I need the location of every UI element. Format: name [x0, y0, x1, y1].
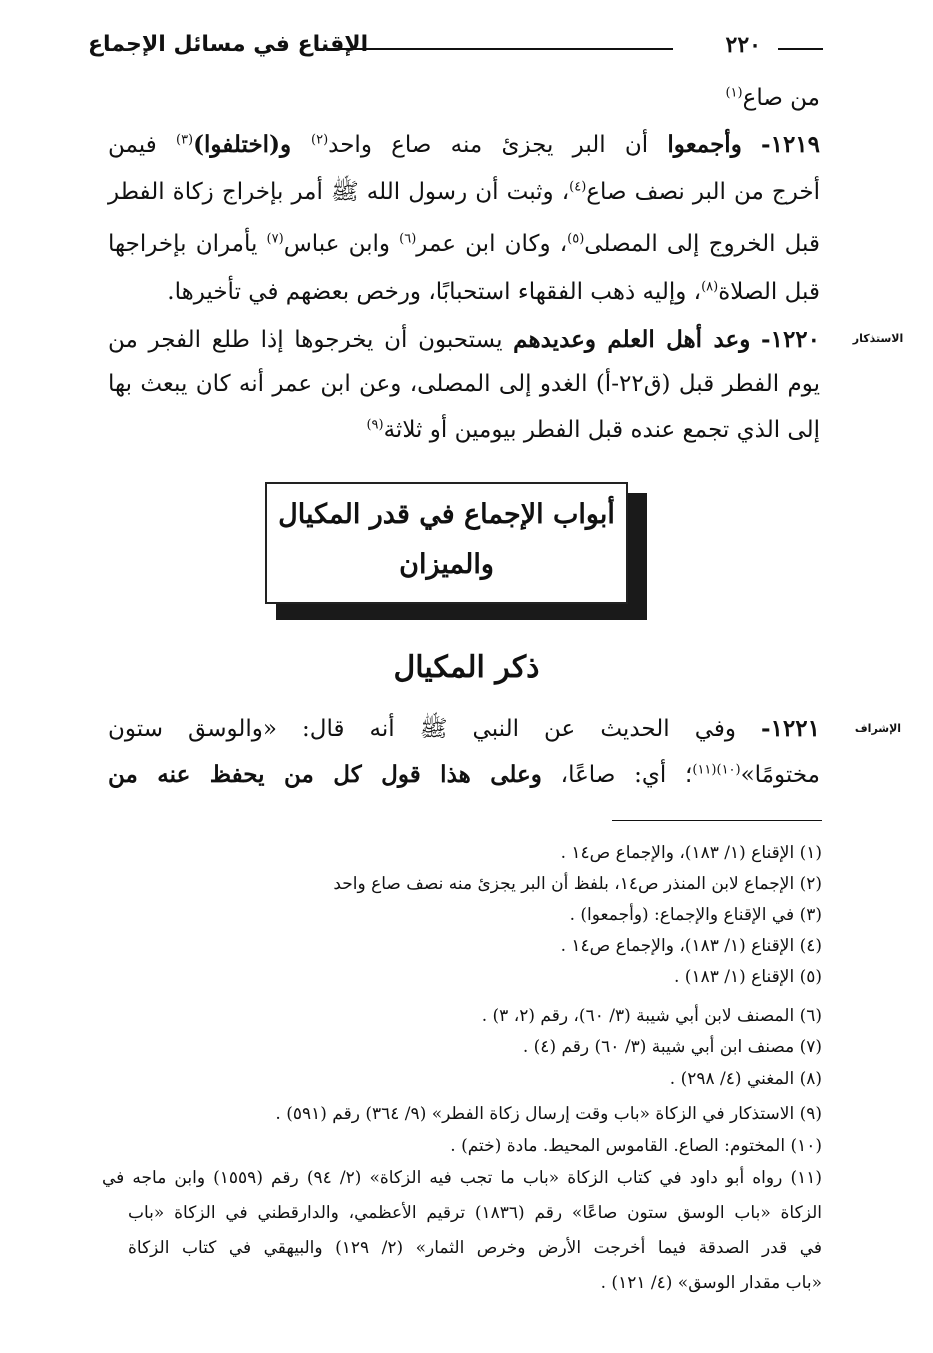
paragraph-1220-line: إلى الذي تجمع عنده قبل الفطر بيومين أو ثلاثة$^{(٩)}$: [366, 417, 820, 443]
chapter-heading-line-1: أبواب الإجماع في قدر المكيال: [278, 499, 615, 530]
paragraph-1220-line: يوم الفطر قبل (ق٢٢-أ) الغدو إلى المصلى، وعن ابن عمر أنه كان يبعث بها: [108, 371, 820, 397]
book-title: الإقناع في مسائل الإجماع: [88, 32, 369, 57]
footnote: (٣) في الإقناع والإجماع: (وأجمعوا) .: [569, 905, 822, 925]
section-title: ذكر المكيال: [393, 650, 540, 685]
paragraph-1219-line: ١٢١٩- وأجمعوا أن البر يجزئ منه صاع واحد$^{(٢)}$ و(اختلفوا)$^{(٣)}$ فيمن: [108, 131, 821, 158]
paragraph-1220-line: ١٢٢٠- وعد أهل العلم وعديدهم يستحبون أن يخرجوها إذا طلع الفجر من: [108, 326, 821, 353]
footnote: (٨) المغني (٤/ ٢٩٨) .: [669, 1069, 822, 1089]
footnote-continuation: في قدر الصدقة فيما أخرجت الأرض وخرص الثمار» (٢/ ١٢٩) والبيهقي في كتاب الزكاة: [128, 1238, 822, 1258]
margin-source-note: الإشراف: [854, 722, 902, 735]
chapter-heading-box: [265, 482, 628, 604]
header-rule-right: [778, 48, 823, 50]
paragraph-1219-line: أخرج من البر نصف صاع$^{(٤)}$، وثبت أن رسول الله ﷺ أمر بإخراج زكاة الفطر: [108, 179, 821, 205]
footnote: (٢) الإجماع لابن المنذر ص١٤، بلفظ أن البر يجزئ منه نصف صاع واحد: [333, 874, 822, 894]
page-number: ٢٢٠: [725, 32, 761, 58]
footnote-separator: [612, 820, 822, 821]
paragraph-1221-line: مختومًا»$^{(١٠)(١١)}$؛ أي: صاعًا، وعلى هذا قول كل من يحفظ عنه من: [108, 761, 820, 788]
margin-source-note: الاستذكار: [852, 332, 904, 345]
footnote: (٥) الإقناع (١/ ١٨٣) .: [674, 967, 822, 987]
running-header: [88, 30, 823, 70]
footnote: (٩) الاستذكار في الزكاة «باب وقت إرسال زكاة الفطر» (٩/ ٣٦٤) رقم (٥٩١) .: [275, 1104, 822, 1124]
footnote: (٦) المصنف لابن أبي شيبة (٣/ ٦٠)، رقم (٢، ٣) .: [481, 1006, 822, 1026]
paragraph-1219-line: قبل الخروج إلى المصلى$^{(٥)}$، وكان ابن عمر$^{(٦)}$ وابن عباس$^{(٧)}$ يأمران بإخراجها: [108, 231, 820, 257]
footnote: (٧) مصنف ابن أبي شيبة (٣/ ٦٠) رقم (٤) .: [522, 1037, 822, 1057]
chapter-heading-line-2: والميزان: [399, 549, 494, 580]
footnote-ref: (١): [725, 85, 743, 101]
footnote: (١) الإقناع (١/ ١٨٣)، والإجماع ص١٤ .: [560, 843, 822, 863]
item-number: ١٢٢١-: [761, 715, 820, 742]
paragraph-1219-line: قبل الصلاة$^{(٨)}$، وإليه ذهب الفقهاء استحبابًا، ورخص بعضهم في تأخيرها.: [167, 279, 820, 305]
footnote: (١٠) المختوم: الصاع. القاموس المحيط. مادة (ختم) .: [450, 1136, 822, 1156]
text-line: من صاع$^{(١)}$: [725, 85, 820, 111]
footnote: (١١) رواه أبو داود في كتاب الزكاة «باب ما تجب فيه الزكاة» (٢/ ٩٤) رقم (١٥٥٩) وابن ماجه في: [102, 1168, 822, 1188]
footnote-continuation: «باب مقدار الوسق» (٤/ ١٢١) .: [600, 1273, 822, 1293]
footnote: (٤) الإقناع (١/ ١٨٣)، والإجماع ص١٤ .: [560, 936, 822, 956]
item-number: ١٢٢٠-: [761, 326, 821, 353]
paragraph-1221-line: ١٢٢١- وفي الحديث عن النبي ﷺ أنه قال: «والوسق ستون: [108, 715, 820, 742]
item-number: ١٢١٩-: [761, 131, 821, 158]
footnote-continuation: الزكاة «باب الوسق ستون صاعًا» رقم (١٨٣٦) ترقيم الأعظمي، والدارقطني في الزكاة «باب: [128, 1203, 822, 1223]
header-rule-left: [320, 48, 673, 50]
